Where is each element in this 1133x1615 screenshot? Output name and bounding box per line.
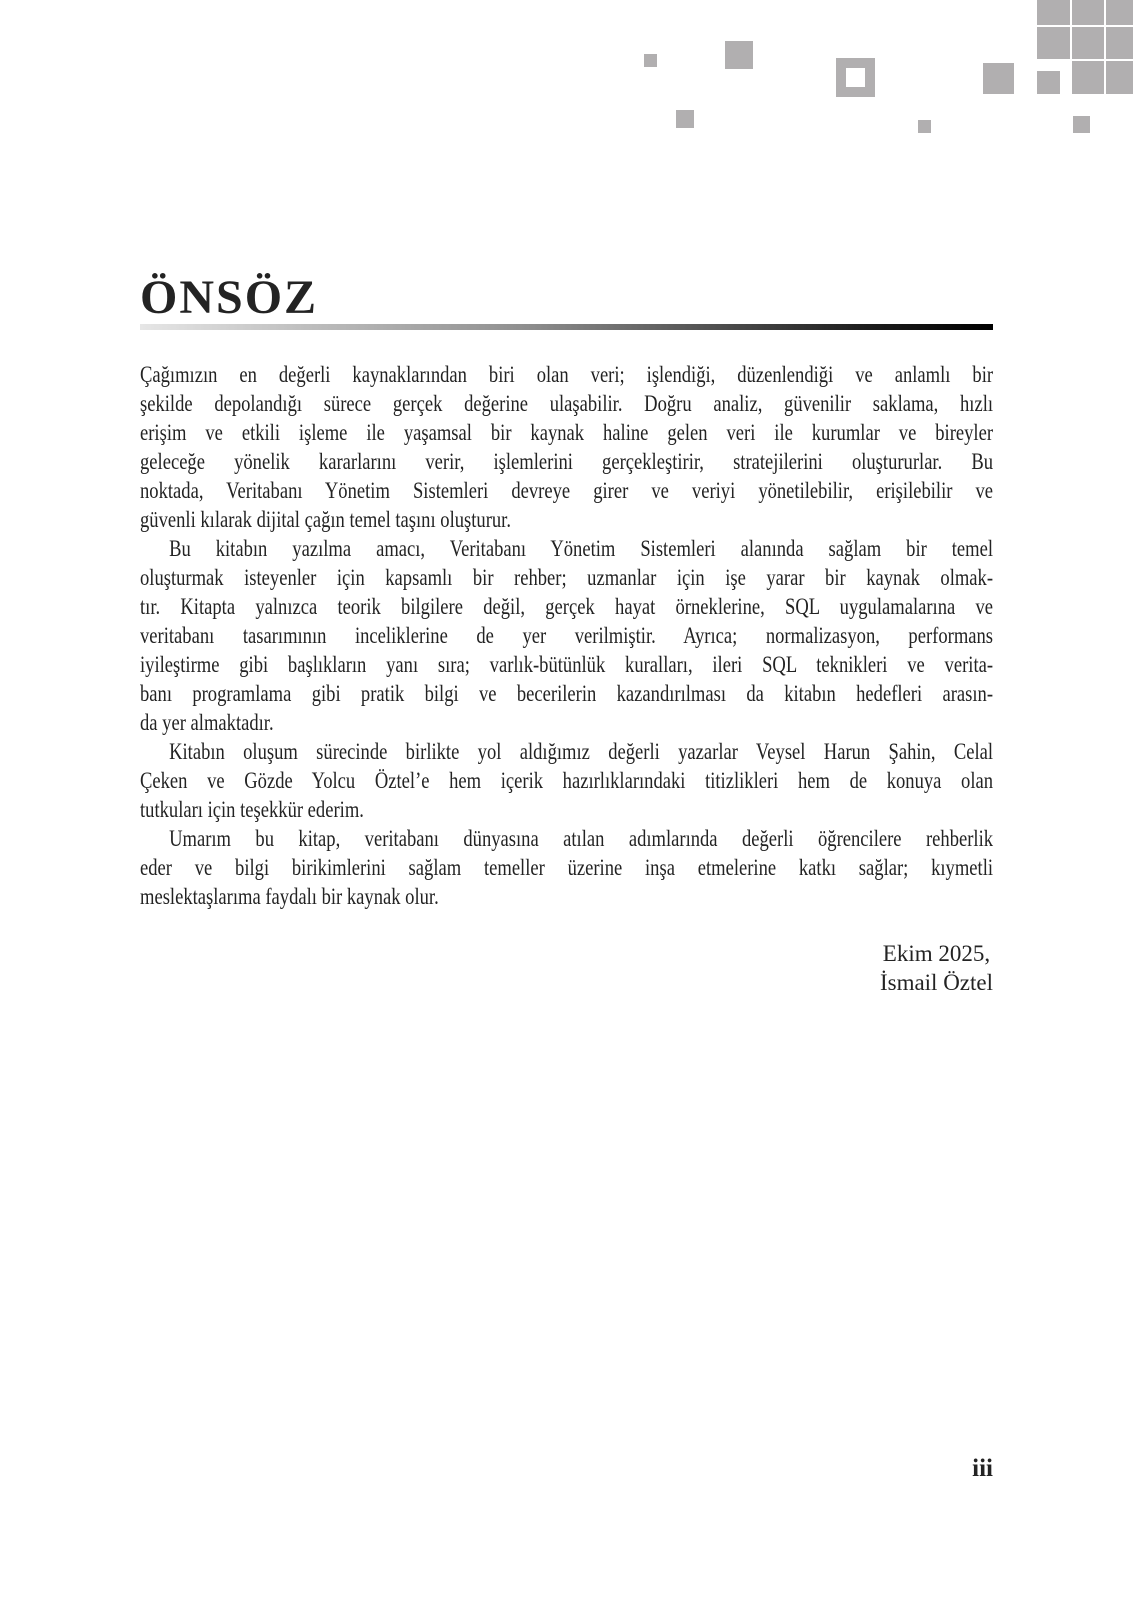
decor-square [1073, 116, 1090, 133]
text-line: Kitabın oluşum sürecinde birlikte yol aldığımız değerli yazarlar Veysel Harun Şahin, Celal [169, 739, 994, 764]
page-title: ÖNSÖZ [140, 271, 319, 324]
text-line: banı programlama gibi pratik bilgi ve becerilerin kazandırılması da kitabın hedefleri arasın- [140, 681, 994, 706]
text-line: oluşturmak isteyenler için kapsamlı bir rehber; uzmanlar için işe yarar bir kaynak olmak- [140, 565, 994, 590]
decor-grid-square [1072, 61, 1104, 94]
text-line: Bu kitabın yazılma amacı, Veritabanı Yönetim Sistemleri alanında sağlam bir temel [169, 536, 994, 561]
text-line: Çağımızın en değerli kaynaklarından biri olan veri; işlendiği, düzenlendiği ve anlamlı bir [140, 362, 994, 387]
text-line: veritabanı tasarımının inceliklerine de yer verilmiştir. Ayrıca; normalizasyon, performans [140, 623, 994, 648]
text-line: Çeken ve Gözde Yolcu Öztel’e hem içerik hazırlıklarındaki titizlikleri hem de konuya olan [140, 768, 994, 793]
text-line: eder ve bilgi birikimlerini sağlam temeller üzerine inşa etmelerine katkı sağlar; kıymetli [140, 855, 994, 880]
top-decoration [0, 0, 1133, 160]
decor-square [644, 54, 657, 67]
text-line: tutkuları için teşekkür ederim. [140, 797, 364, 822]
preface-body [140, 360, 993, 911]
paragraph [140, 360, 993, 534]
text-line: geleceğe yönelik kararlarını verir, işlemlerini gerçekleştirir, stratejilerini oluştururlar. Bu [140, 449, 994, 474]
paragraph [140, 824, 993, 911]
decor-grid-square [1106, 61, 1133, 94]
signature-author: İsmail Öztel [879, 970, 993, 995]
paragraph [140, 534, 993, 737]
decor-square-hollow [836, 58, 875, 97]
text-line: Umarım bu kitap, veritabanı dünyasına atılan adımlarında değerli öğrencilere rehberlik [169, 826, 994, 851]
signature-block [880, 939, 993, 997]
text-line: da yer almaktadır. [140, 710, 274, 735]
decor-grid-square [1072, 27, 1104, 59]
text-line: güvenli kılarak dijital çağın temel taşını oluşturur. [140, 507, 511, 532]
text-line: iyileştirme gibi başlıkların yanı sıra; varlık-bütünlük kuralları, ileri SQL teknikleri ve verita- [140, 652, 994, 677]
decor-square [983, 63, 1014, 94]
text-line: erişim ve etkili işleme ile yaşamsal bir kaynak haline gelen veri ile kurumlar ve bireyler [140, 420, 994, 445]
text-line: meslektaşlarıma faydalı bir kaynak olur. [140, 884, 439, 909]
title-rule [140, 324, 993, 330]
decor-grid-square [1106, 27, 1133, 59]
text-line: noktada, Veritabanı Yönetim Sistemleri devreye girer ve veriyi yönetilebilir, erişilebilir ve [140, 478, 994, 503]
decor-square [1037, 71, 1060, 94]
signature-date: Ekim 2025, [882, 941, 991, 966]
decor-square [676, 110, 694, 128]
decor-grid-square [1037, 0, 1070, 25]
paragraph [140, 737, 993, 824]
page-number: iii [972, 1455, 993, 1482]
decor-square [918, 120, 931, 133]
decor-grid-square [1037, 27, 1070, 59]
decor-grid-square [1072, 0, 1104, 25]
text-line: tır. Kitapta yalnızca teorik bilgilere değil, gerçek hayat örneklerine, SQL uygulamalarına ve [140, 594, 994, 619]
text-line: şekilde depolandığı sürece gerçek değerine ulaşabilir. Doğru analiz, güvenilir saklama, hızlı [140, 391, 994, 416]
decor-square [725, 41, 753, 69]
decor-grid-square [1106, 0, 1133, 25]
